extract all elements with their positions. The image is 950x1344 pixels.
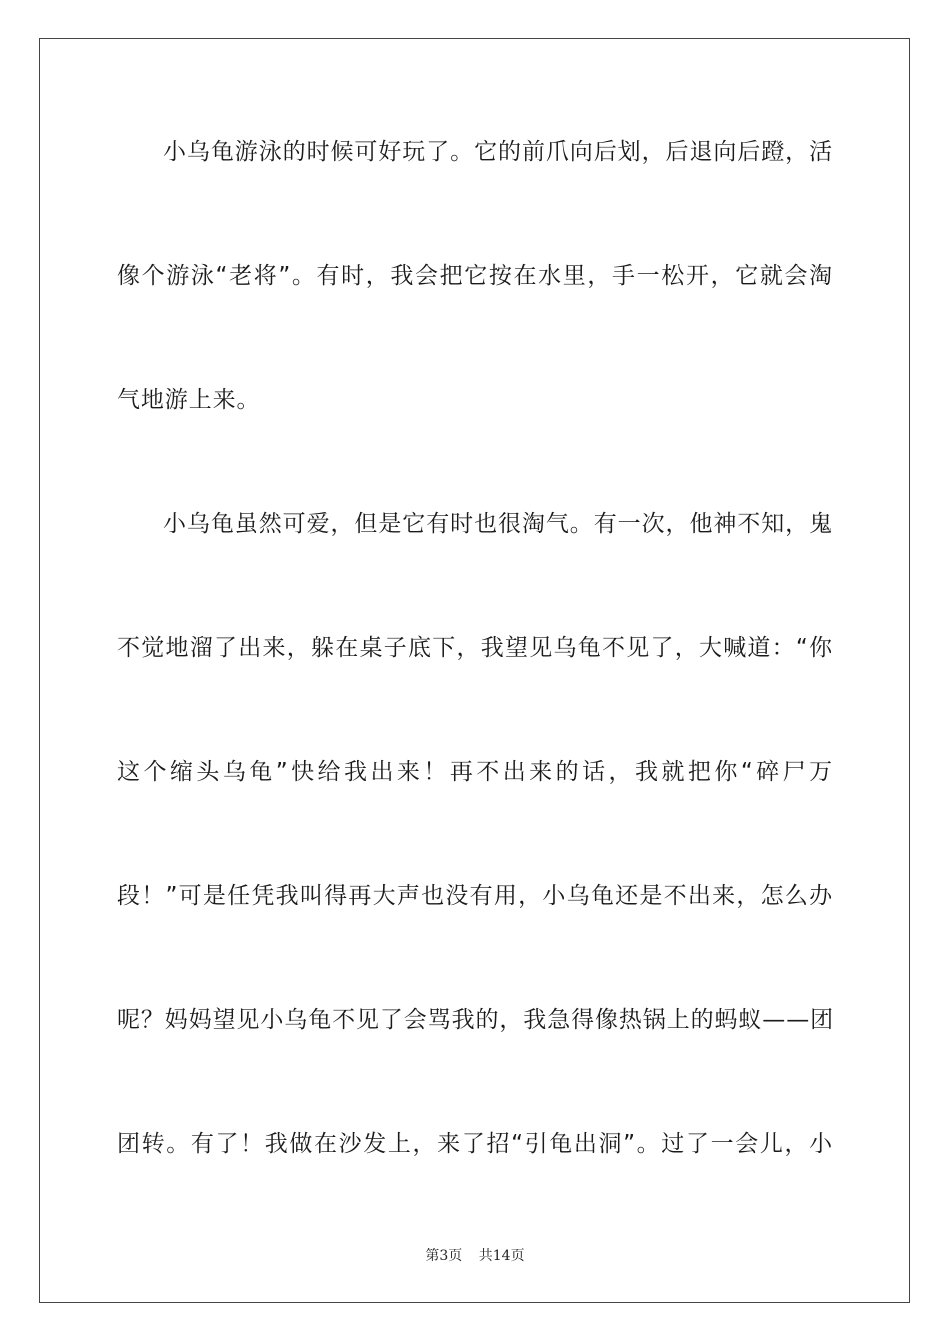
paragraph-1-line-2: 像个游泳“老将”。有时，我会把它按在水里，手一松开，它就会淘 (117, 263, 833, 289)
page-total: 共14页 (478, 1248, 525, 1264)
paragraph-2-line-6: 团转。有了！我做在沙发上，来了招“引龟出洞”。过了一会儿，小 (117, 1131, 833, 1157)
paragraph-2-line-3: 这个缩头乌龟”快给我出来！再不出来的话，我就把你“碎尸万 (117, 759, 833, 785)
paragraph-2-line-2: 不觉地溜了出来，躲在桌子底下，我望见乌龟不见了，大喊道：“你 (117, 635, 833, 661)
page-border (39, 38, 910, 1303)
paragraph-2-line-4: 段！”可是任凭我叫得再大声也没有用，小乌龟还是不出来，怎么办 (117, 883, 833, 909)
page-footer (0, 1245, 950, 1265)
page-number: 第3页 (425, 1248, 463, 1264)
paragraph-2-line-5: 呢？妈妈望见小乌龟不见了会骂我的，我急得像热锅上的蚂蚁——团 (117, 1007, 834, 1033)
paragraph-2-line-1: 小乌龟虽然可爱，但是它有时也很淘气。有一次，他神不知，鬼 (163, 511, 833, 537)
paragraph-1-line-3: 气地游上来。 (117, 387, 261, 413)
paragraph-1-line-1: 小乌龟游泳的时候可好玩了。它的前爪向后划，后退向后蹬，活 (163, 139, 833, 165)
